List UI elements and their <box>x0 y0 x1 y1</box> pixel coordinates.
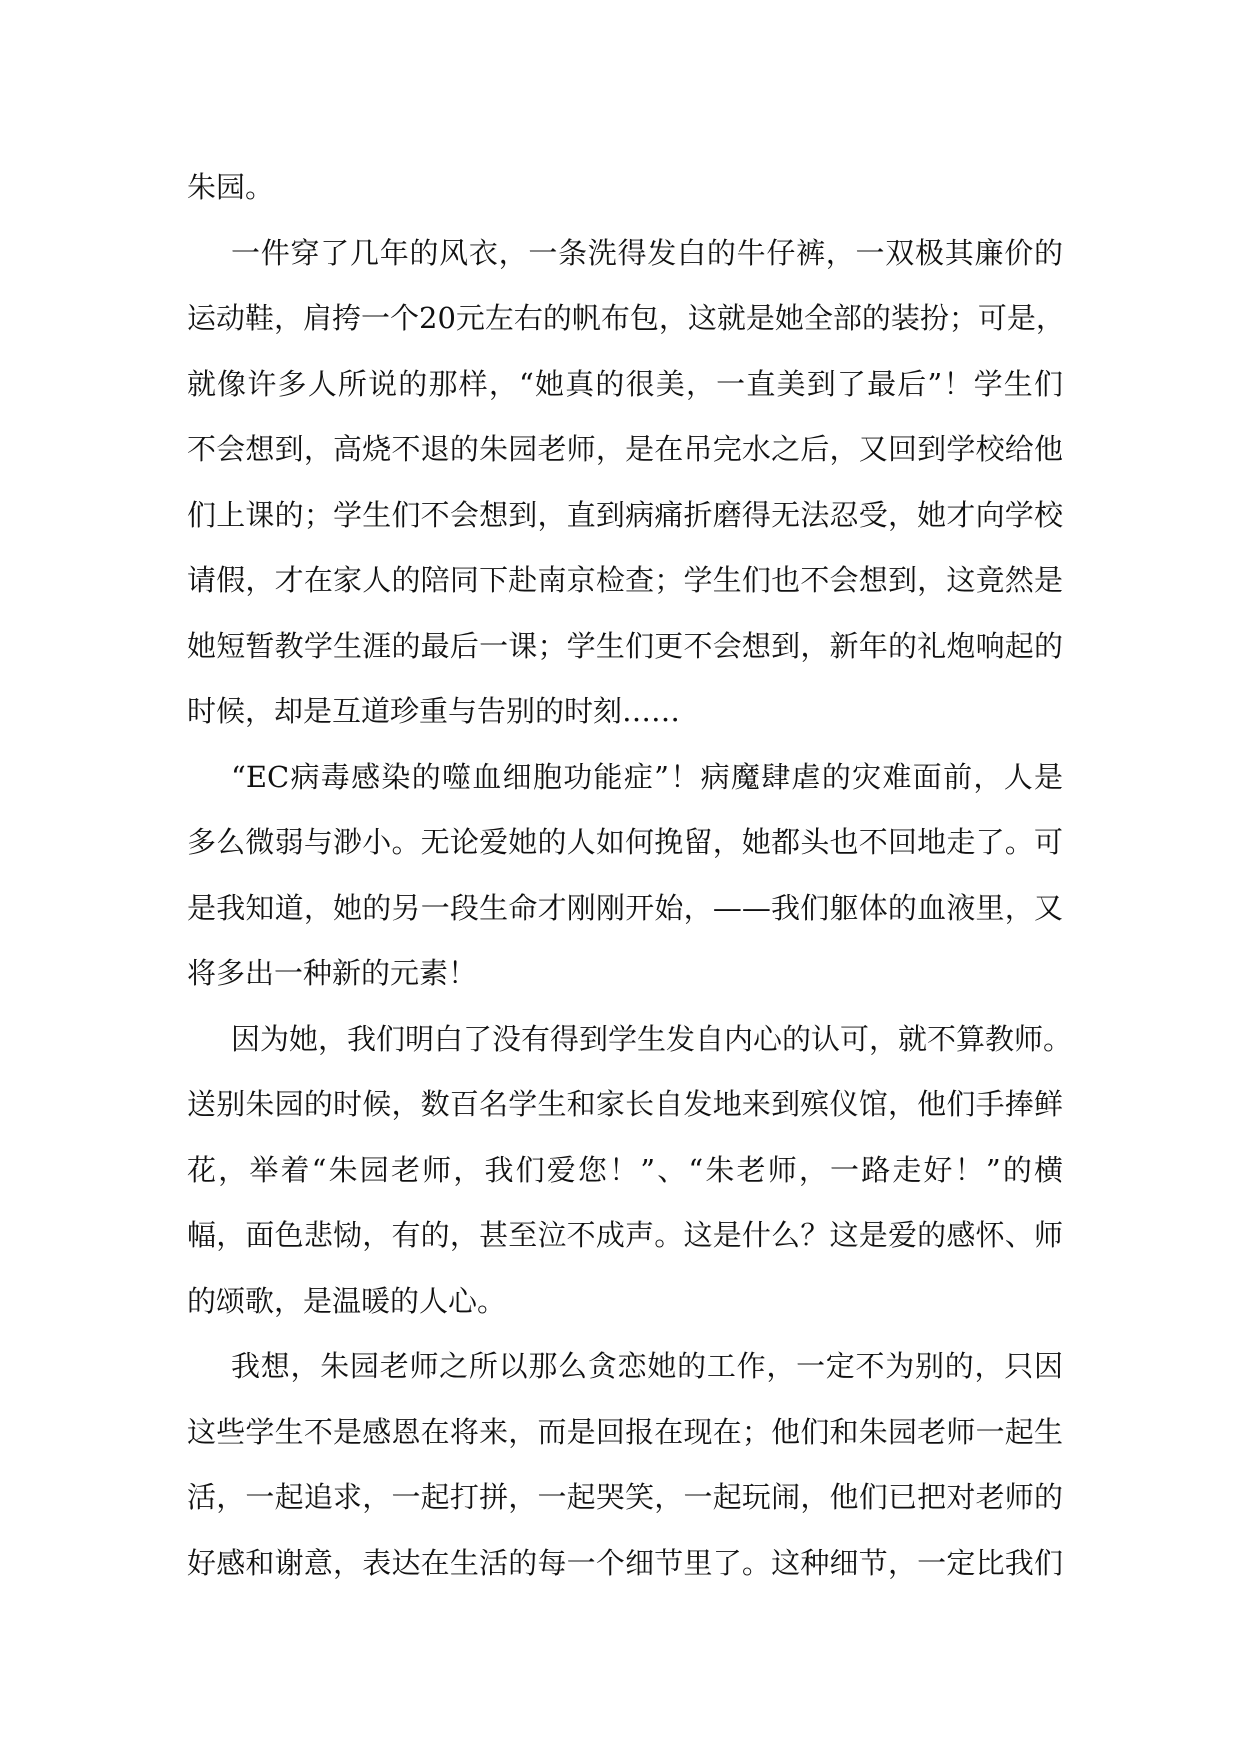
text-line: 我想，朱园老师之所以那么贪恋她的工作，一定不为别的，只因 <box>231 1349 1063 1383</box>
text-line: 不会想到，高烧不退的朱园老师，是在吊完水之后，又回到学校给他 <box>187 432 1063 466</box>
body-text <box>187 155 1073 1596</box>
text-line: 是我知道，她的另一段生命才刚刚开始，——我们躯体的血液里，又 <box>187 890 1063 925</box>
text-line: 的颂歌，是温暖的人心。 <box>187 1283 507 1318</box>
text-line: 将多出一种新的元素！ <box>187 956 478 990</box>
text-line: 好感和谢意，表达在生活的每一个细节里了。这种细节，一定比我们 <box>187 1545 1063 1580</box>
text-line: 一件穿了几年的风衣，一条洗得发白的牛仔裤，一双极其廉价的 <box>231 235 1063 270</box>
text-line: 朱园。 <box>187 170 275 204</box>
text-line: 时候，却是互道珍重与告别的时刻…… <box>187 694 681 728</box>
text-line: 送别朱园的时候，数百名学生和家长自发地来到殡仪馆，他们手捧鲜 <box>187 1087 1063 1121</box>
text-line: 活，一起追求，一起打拼，一起哭笑，一起玩闹，他们已把对老师的 <box>187 1480 1063 1514</box>
text-line: 花，举着“朱园老师，我们爱您！”、“朱老师，一路走好！”的横 <box>187 1152 1063 1187</box>
text-line: 运动鞋，肩挎一个20元左右的帆布包，这就是她全部的装扮；可是， <box>187 301 1065 335</box>
text-line: 们上课的；学生们不会想到，直到病痛折磨得无法忍受，她才向学校 <box>187 497 1063 532</box>
text-line: 多么微弱与渺小。无论爱她的人如何挽留，她都头也不回地走了。可 <box>187 825 1063 859</box>
text-line: 因为她，我们明白了没有得到学生发自内心的认可，就不算教师。 <box>231 1021 1073 1056</box>
text-line: 幅，面色悲恸，有的，甚至泣不成声。这是什么？这是爱的感怀、师 <box>187 1218 1063 1252</box>
text-line: 请假，才在家人的陪同下赴南京检查；学生们也不会想到，这竟然是 <box>187 563 1063 597</box>
text-line: 这些学生不是感恩在将来，而是回报在现在；他们和朱园老师一起生 <box>187 1414 1063 1449</box>
text-line: “EC病毒感染的噬血细胞功能症”！病魔肆虐的灾难面前，人是 <box>231 759 1063 794</box>
text-line: 她短暂教学生涯的最后一课；学生们更不会想到，新年的礼炮响起的 <box>187 628 1063 663</box>
text-line: 就像许多人所说的那样，“她真的很美，一直美到了最后”！学生们 <box>187 366 1063 401</box>
